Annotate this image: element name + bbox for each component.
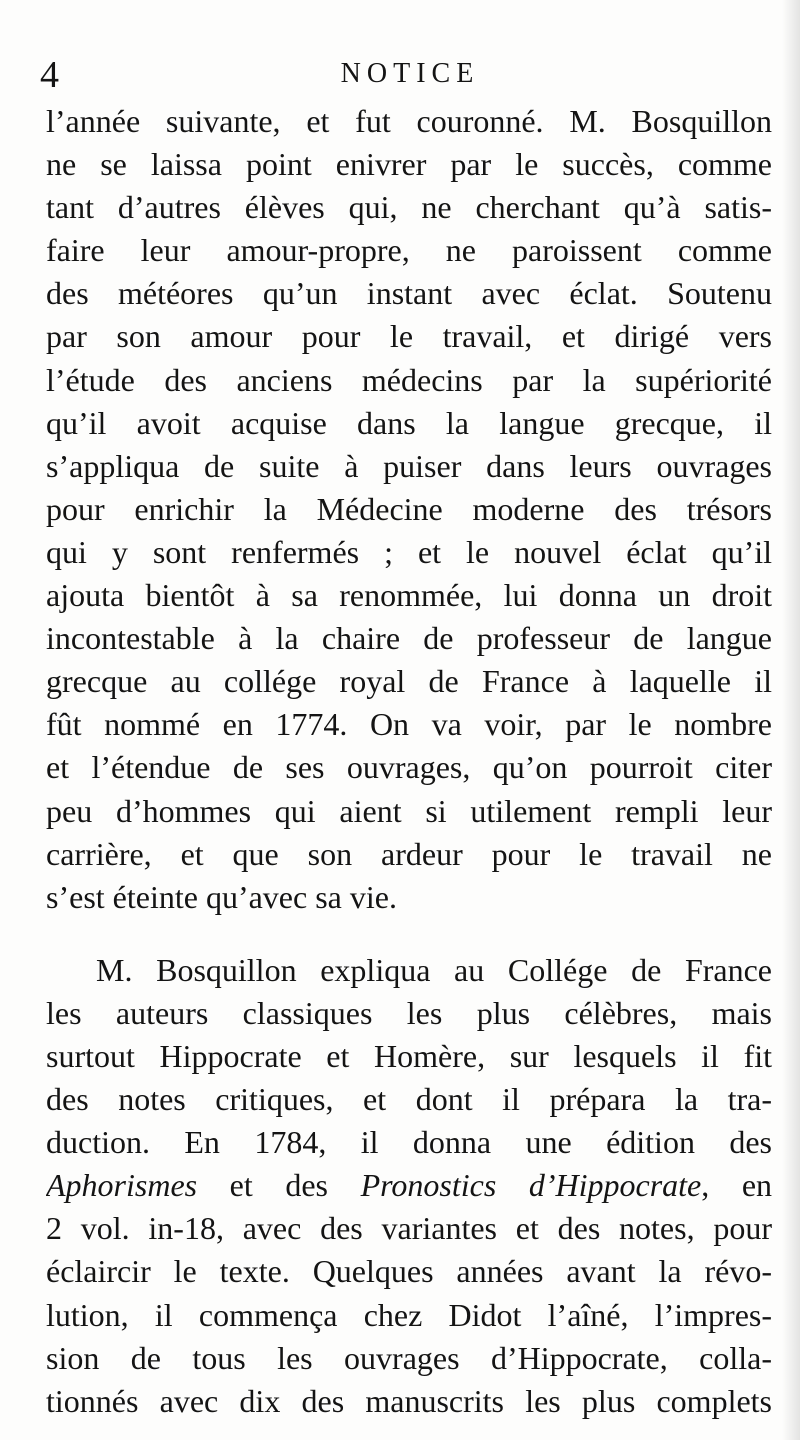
text-line: tant d’autres élèves qui, ne cherchant qu’à satis- (46, 189, 772, 226)
text-line: fût nommé en 1774. On va voir, par le nombre (46, 706, 772, 743)
text-line: l’étude des anciens médecins par la supériorité (46, 361, 772, 398)
page-number: 4 (40, 54, 59, 96)
text-fragment: , en (701, 1167, 772, 1204)
text-line: peu d’hommes qui aient si utilement rempli leur (46, 792, 772, 829)
text-line: grecque au collége royal de France à laquelle il (46, 663, 772, 700)
paragraph-1 (46, 100, 772, 919)
text-line: carrière, et que son ardeur pour le travail ne (46, 835, 772, 872)
text-line: qu’il avoit acquise dans la langue grecque, il (46, 404, 772, 441)
text-line: éclaircir le texte. Quelques années avant la révo- (46, 1253, 772, 1290)
text-line: tionnés avec dix des manuscrits les plus complets (46, 1382, 772, 1419)
text-line: des météores qu’un instant avec éclat. Soutenu (46, 275, 772, 312)
page-edge-shadow (782, 0, 800, 1440)
text-line: lution, il commença chez Didot l’aîné, l’impres- (46, 1296, 772, 1333)
text-line: s’est éteinte qu’avec sa vie. (46, 878, 397, 915)
text-line: 2 vol. in-18, avec des variantes et des notes, pour (46, 1210, 772, 1247)
text-line: s’appliqua de suite à puiser dans leurs ouvrages (46, 447, 772, 484)
page-header (40, 52, 780, 98)
text-line: par son amour pour le travail, et dirigé vers (46, 318, 772, 355)
text-line: surtout Hippocrate et Homère, sur lesquels il fit (46, 1037, 772, 1074)
text-line: incontestable à la chaire de professeur de langue (46, 620, 772, 657)
text-line: pour enrichir la Médecine moderne des trésors (46, 490, 772, 527)
text-fragment: et des (197, 1167, 361, 1204)
text-line: qui y sont renfermés ; et le nouvel éclat qu’il (46, 533, 772, 570)
text-line: sion de tous les ouvrages d’Hippocrate, colla- (46, 1339, 772, 1376)
text-line: duction. En 1784, il donna une édition des (46, 1124, 772, 1161)
text-line: les auteurs classiques les plus célèbres, mais (46, 994, 772, 1031)
text-line: l’année suivante, et fut couronné. M. Bosquillon (46, 103, 772, 139)
text-line: faire leur amour-propre, ne paroissent comme (46, 232, 772, 269)
text-line-italic (46, 1164, 772, 1207)
text-line: M. Bosquillon expliqua au Collége de France (96, 951, 772, 988)
paragraph-2 (46, 949, 772, 1423)
italic-title: Pronostics d’Hippocrate (360, 1167, 702, 1204)
italic-title: Aphorismes (46, 1167, 198, 1204)
text-line: et l’étendue de ses ouvrages, qu’on pourroit citer (46, 749, 772, 786)
body-text (46, 100, 772, 1423)
paragraph-gap (46, 919, 772, 949)
text-line: ne se laissa point enivrer par le succès, comme (46, 146, 772, 183)
text-line: des notes critiques, et dont il prépara la tra- (46, 1081, 772, 1118)
running-head: NOTICE (340, 58, 480, 89)
text-line: ajouta bientôt à sa renommée, lui donna un droit (46, 577, 772, 614)
